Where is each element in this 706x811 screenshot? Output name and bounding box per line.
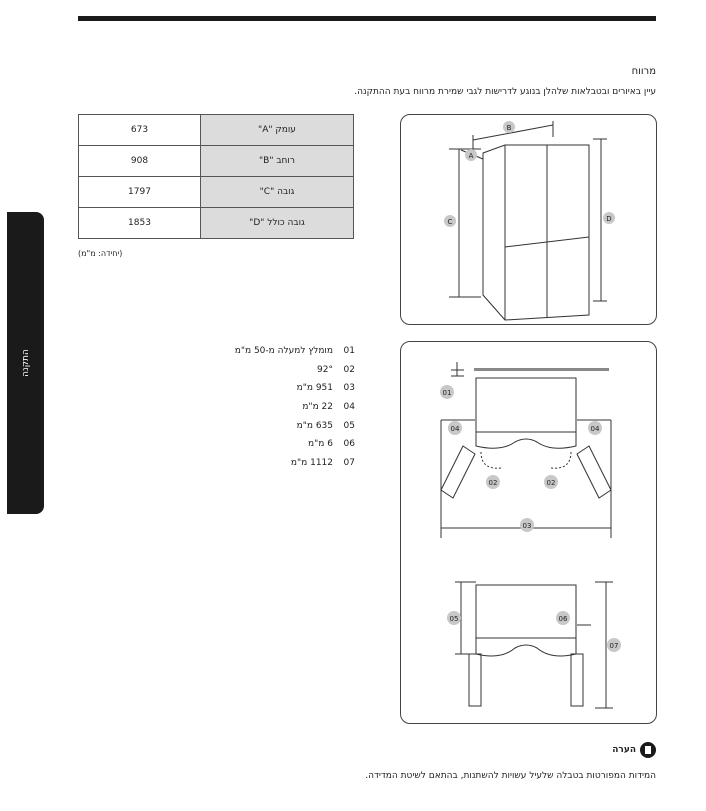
table-row [79,115,354,146]
fridge-dimensions-diagram [400,114,657,325]
dimension-label: גובה כולל "D" [201,208,354,239]
side-tab[interactable] [7,212,44,514]
table-row [79,177,354,208]
clearance-figure [401,342,656,723]
label-b: B [506,124,512,132]
label-07: 07 [609,642,619,650]
table-row [79,146,354,177]
label-a: A [468,152,474,160]
dimension-value: 673 [79,115,201,146]
list-item: 6 מ"מ 06 [308,439,355,450]
list-item: מומלץ למעלה מ-50 מ"מ 01 [234,346,355,357]
side-tab-label: התקנה [20,349,31,377]
label-05: 05 [449,615,459,623]
fridge-dimensions-figure [401,115,656,324]
list-item: 92° 02 [317,364,355,375]
dimension-label: רוחב "B" [201,146,354,177]
dimension-value: 908 [79,146,201,177]
note-heading [612,742,656,758]
label-c: C [447,218,453,226]
dimension-value: 1853 [79,208,201,239]
list-item: 22 מ"מ 04 [302,402,355,413]
label-d: D [606,215,612,223]
list-item: 1112 מ"מ 07 [290,457,355,468]
label-06: 06 [558,615,568,623]
table-row [79,208,354,239]
section-intro: עיין באיורים ובטבלאות שלהלן בנוגע לדרישות לגבי שמירת מרווח בעת ההתקנה. [354,87,656,97]
dimension-label: גובה "C" [201,177,354,208]
label-01: 01 [442,389,452,397]
clearance-diagram [400,341,657,724]
clearance-legend [200,342,355,472]
label-03: 03 [522,522,532,530]
label-04-right: 04 [590,425,600,433]
note-icon [640,742,656,758]
section-title: מרווח [631,66,656,77]
label-04-left: 04 [450,425,460,433]
dimension-value: 1797 [79,177,201,208]
dimensions-table [78,114,354,239]
dimension-label: עומק "A" [201,115,354,146]
note-text: המידות המפורטות בטבלה שלעיל עשויות להשתנות, בהתאם לשיטת המדידה. [365,771,656,781]
list-item: 635 מ"מ 05 [296,420,355,431]
unit-note: (יחידה: מ"מ) [78,249,123,258]
top-rule [78,16,656,21]
note-title: הערה [612,745,636,755]
list-item: 951 מ"מ 03 [296,383,355,394]
label-02-left: 02 [488,479,498,487]
label-02-right: 02 [546,479,556,487]
